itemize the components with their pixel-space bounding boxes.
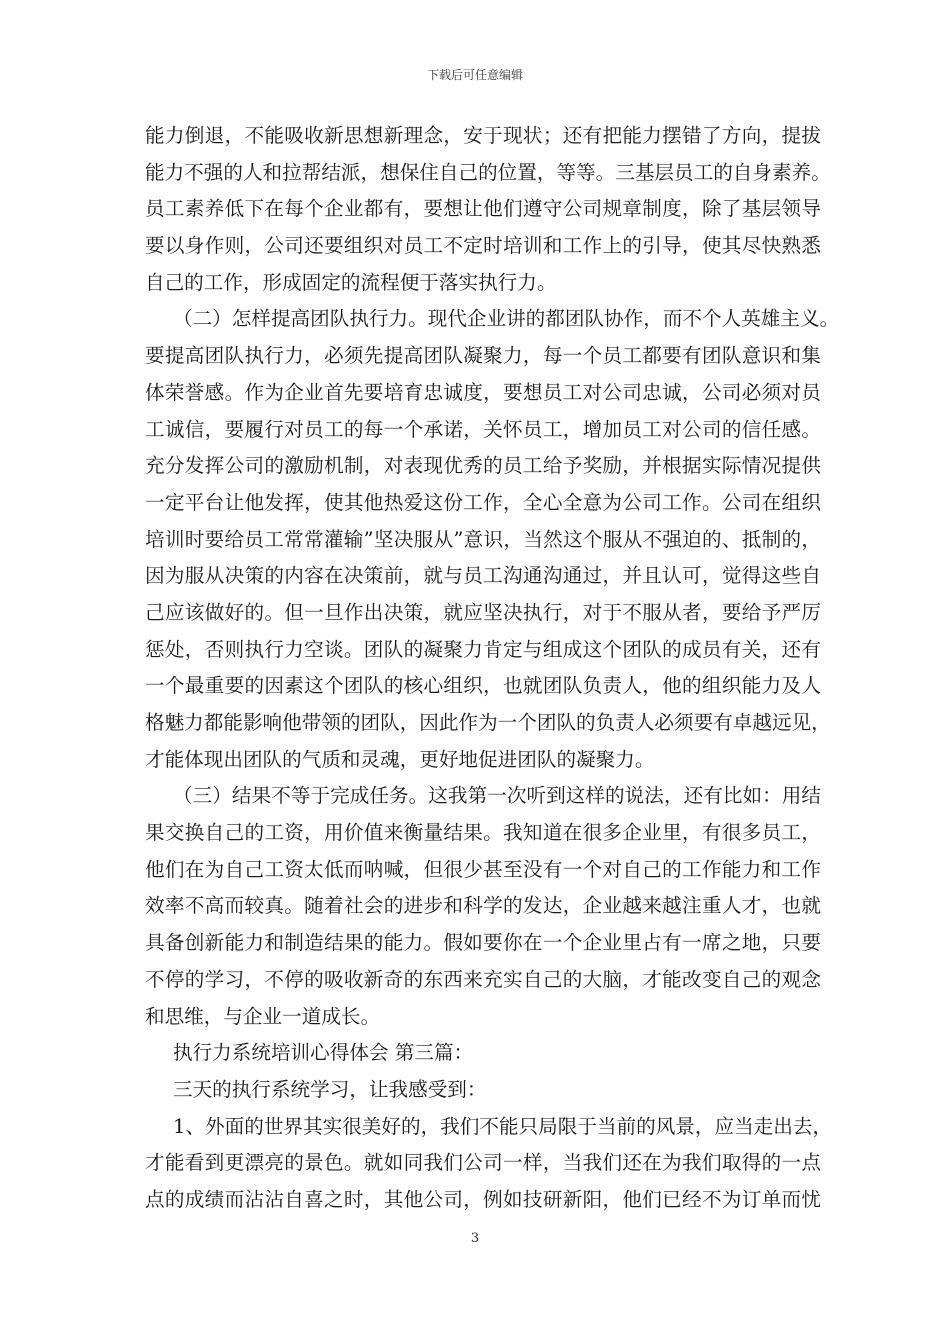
text-line: 效率不高而较真。随着社会的进步和科学的发达，企业越来越注重人才，也就 — [145, 894, 821, 918]
text-line: 格魅力都能影响他带领的团队，因此作为一个团队的负责人必须要有卓越远见， — [145, 711, 831, 734]
text-line: 能力倒退，不能吸收新思想新理念，安于现状；还有把能力摆错了方向，提拔 — [145, 124, 821, 147]
text-line: 点的成绩而沾沾自喜之时，其他公司，例如技研新阳，他们已经不为订单而忧 — [145, 1187, 821, 1211]
text-line: 不停的学习，不停的吸收新奇的东西来充实自己的大脑，才能改变自己的观念 — [145, 967, 821, 991]
text-line: 员工素养低下在每个企业都有，要想让他们遵守公司规章制度，除了基层领导 — [145, 197, 821, 221]
text-line: 要提高团队执行力，必须先提高团队凝聚力，每一个员工都要有团队意识和集 — [145, 344, 821, 368]
text-line: 培训时要给员工常常灌输”坚决服从”意识，当然这个服从不强迫的、抵制的， — [145, 527, 821, 551]
text-line: 果交换自己的工资，用价值来衡量结果。我知道在很多企业里，有很多员工， — [145, 821, 821, 845]
section-heading: 执行力系统培训心得体会 第三篇： — [173, 1041, 474, 1065]
text-line: 他们在为自己工资太低而呐喊，但很少甚至没有一个对自己的工作能力和工作 — [145, 857, 821, 881]
text-line: 才能体现出团队的气质和灵魂，更好地促进团队的凝聚力。 — [145, 747, 655, 771]
text-line: 和思维，与企业一道成长。 — [145, 1004, 381, 1028]
text-line: 三天的执行系统学习，让我感受到： — [173, 1077, 487, 1101]
text-line: 因为服从决策的内容在决策前，就与员工沟通沟通过，并且认可，觉得这些自 — [145, 564, 821, 588]
text-line: 惩处，否则执行力空谈。团队的凝聚力肯定与组成这个团队的成员有关，还有 — [145, 637, 821, 661]
text-line: 1、外面的世界其实很美好的，我们不能只局限于当前的风景，应当走出去， — [173, 1114, 833, 1138]
text-line: （三）结果不等于完成任务。这我第一次听到这样的说法，还有比如：用结 — [173, 784, 821, 808]
text-line: 能力不强的人和拉帮结派，想保住自己的位置，等等。三基层员工的自身素养。 — [145, 160, 831, 184]
text-line: 己应该做好的。但一旦作出决策，就应坚决执行，对于不服从者，要给予严厉 — [145, 600, 821, 624]
text-line: （二）怎样提高团队执行力。现代企业讲的都团队协作，而不个人英雄主义。 — [173, 307, 840, 331]
text-line: 一定平台让他发挥，使其他热爱这份工作，全心全意为公司工作。公司在组织 — [145, 490, 821, 514]
text-line: 才能看到更漂亮的景色。就如同我们公司一样，当我们还在为我们取得的一点 — [145, 1151, 821, 1175]
document-body — [145, 118, 840, 1219]
text-line: 自己的工作，形成固定的流程便于落实执行力。 — [145, 270, 557, 294]
text-line: 要以身作则，公司还要组织对员工不定时培训和工作上的引导，使其尽快熟悉 — [145, 234, 821, 258]
text-line: 工诚信，要履行对员工的每一个承诺，关怀员工，增加员工对公司的信任感。 — [145, 417, 821, 441]
text-line: 具备创新能力和制造结果的能力。假如要你在一个企业里占有一席之地，只要 — [145, 931, 821, 955]
page-number: 3 — [470, 1231, 480, 1246]
text-line: 一个最重要的因素这个团队的核心组织，也就团队负责人，他的组织能力及人 — [145, 674, 821, 698]
page-header: 下载后可任意编辑 — [426, 68, 523, 82]
text-line: 体荣誉感。作为企业首先要培育忠诚度，要想员工对公司忠诚，公司必须对员 — [145, 380, 821, 404]
text-line: 充分发挥公司的激励机制，对表现优秀的员工给予奖励，并根据实际情况提供 — [145, 454, 821, 478]
